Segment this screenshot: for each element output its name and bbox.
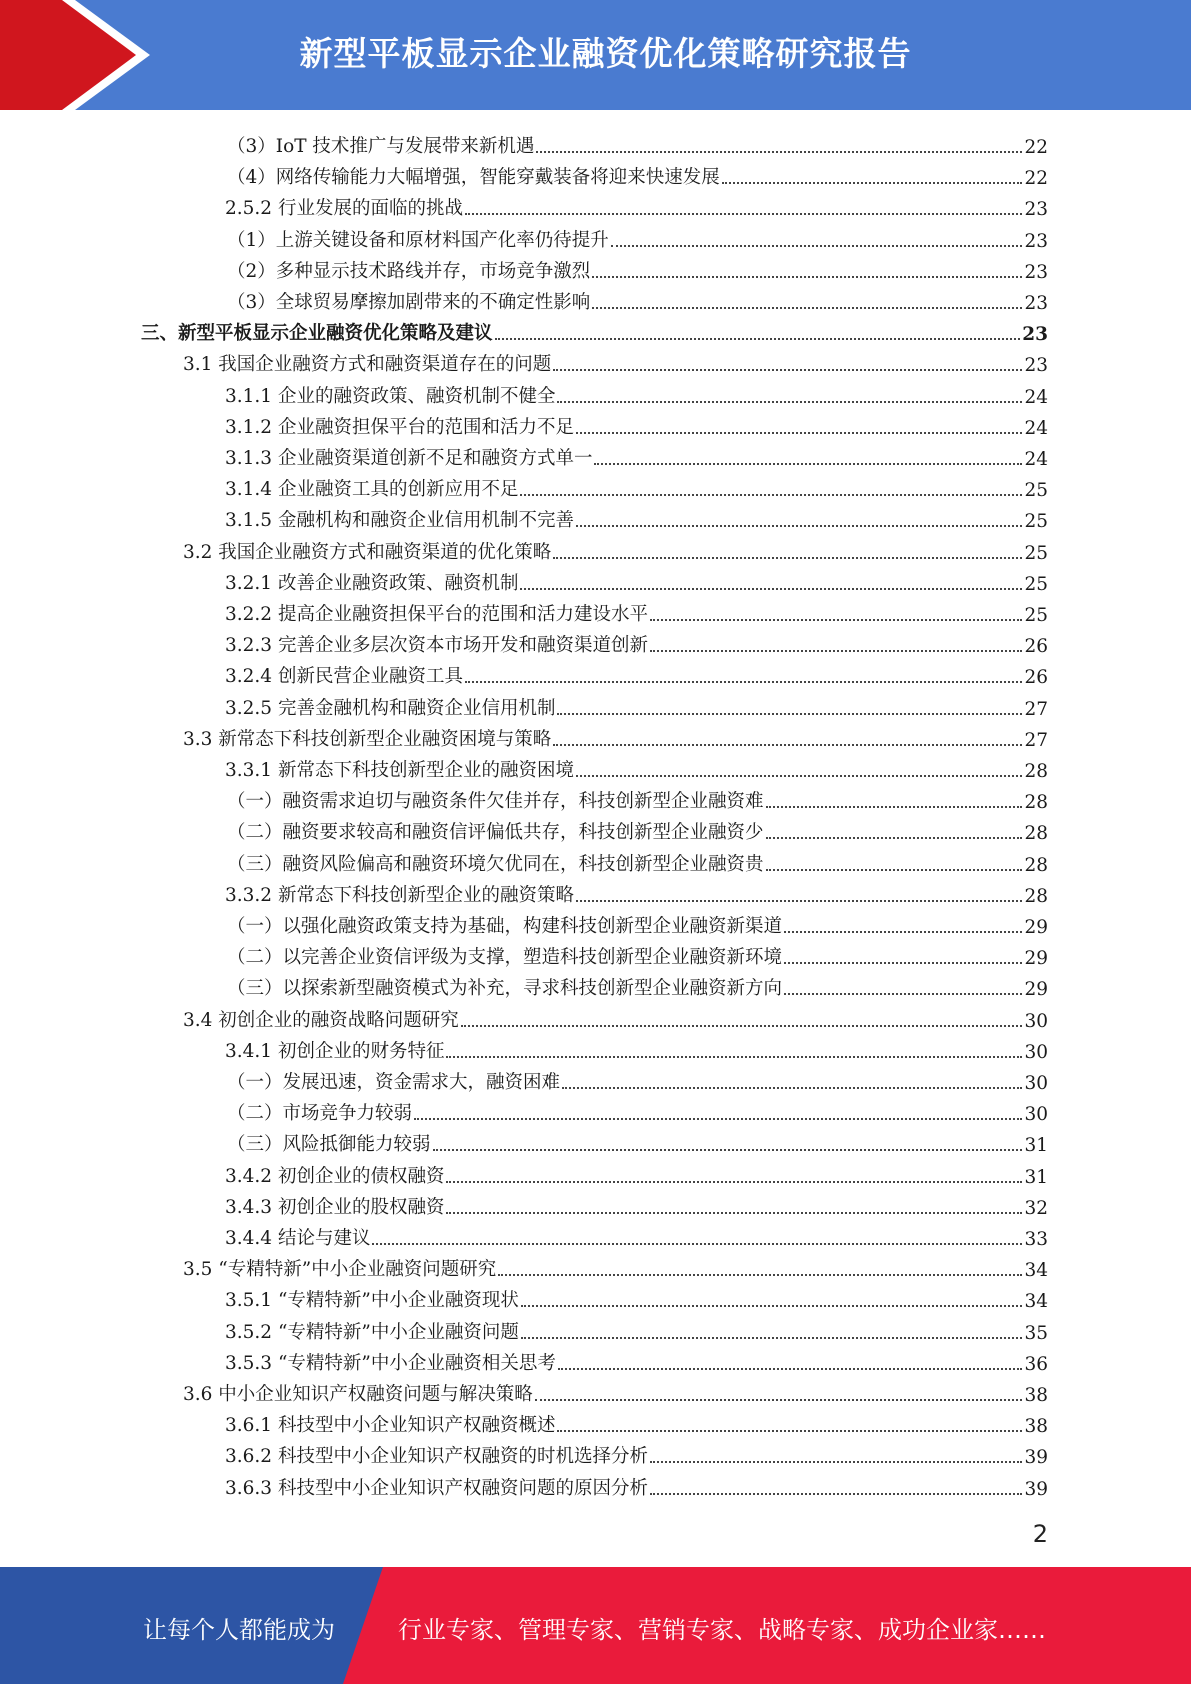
toc-dot-leader — [594, 462, 1022, 465]
toc-entry-page: 30 — [1024, 1104, 1048, 1126]
toc-dot-leader — [650, 649, 1022, 652]
toc-entry-page: 26 — [1024, 667, 1048, 689]
toc-dot-leader — [495, 337, 1021, 340]
toc-entry[interactable] — [227, 252, 1048, 283]
toc-entry-page: 30 — [1024, 1010, 1048, 1032]
toc-entry-page: 24 — [1024, 417, 1048, 439]
toc-entry-page: 23 — [1024, 230, 1048, 252]
toc-dot-leader — [536, 150, 1022, 153]
toc-dot-leader — [557, 400, 1022, 403]
toc-entry[interactable] — [141, 314, 1048, 345]
toc-entry-page: 34 — [1024, 1260, 1048, 1282]
toc-entry[interactable] — [225, 1219, 1048, 1250]
toc-entry-label: （二）融资要求较高和融资信评偏低共存，科技创新型企业融资少 — [227, 822, 764, 844]
toc-entry-label: 3.5.1 “专精特新”中小企业融资现状 — [225, 1290, 519, 1312]
toc-dot-leader — [576, 524, 1022, 527]
toc-entry-label: （一）发展迅速，资金需求大，融资困难 — [227, 1072, 561, 1093]
toc-entry-label: 3.2.4 创新民营企业融资工具 — [225, 666, 463, 688]
toc-entry-label: 3.4.3 初创企业的股权融资 — [225, 1196, 445, 1218]
toc-entry[interactable] — [225, 470, 1048, 501]
toc-dot-leader — [446, 1211, 1022, 1214]
toc-dot-leader — [576, 899, 1022, 902]
toc-entry-label: 3.1.5 金融机构和融资企业信用机制不完善 — [225, 510, 574, 532]
toc-dot-leader — [520, 493, 1022, 496]
toc-entry-page: 29 — [1024, 948, 1048, 970]
toc-dot-leader — [465, 680, 1022, 683]
toc-dot-leader — [784, 930, 1022, 933]
toc-entry[interactable] — [227, 221, 1048, 252]
toc-entry[interactable] — [227, 1063, 1048, 1094]
toc-dot-leader — [592, 306, 1022, 309]
toc-entry-label: 3.4.2 初创企业的债权融资 — [225, 1165, 445, 1187]
toc-entry[interactable] — [227, 907, 1048, 938]
toc-entry[interactable] — [183, 345, 1048, 376]
toc-entry-label: （3）全球贸易摩擦加剧带来的不确定性影响 — [227, 292, 591, 313]
toc-entry[interactable] — [183, 720, 1048, 751]
toc-dot-leader — [433, 1148, 1023, 1151]
toc-entry-page: 32 — [1024, 1197, 1048, 1219]
toc-entry[interactable] — [183, 1250, 1048, 1281]
toc-entry[interactable] — [227, 1094, 1048, 1125]
toc-entry-label: 3.1.4 企业融资工具的创新应用不足 — [225, 479, 519, 501]
toc-entry-page: 22 — [1024, 168, 1048, 190]
toc-dot-leader — [557, 1429, 1022, 1432]
toc-entry-page: 29 — [1024, 979, 1048, 1001]
toc-entry-label: 三、新型平板显示企业融资优化策略及建议 — [141, 323, 493, 345]
footer-slogan-right: 行业专家、管理专家、营销专家、战略专家、成功企业家…… — [398, 1616, 1046, 1644]
toc-entry[interactable] — [227, 283, 1048, 314]
toc-entry[interactable] — [183, 533, 1048, 564]
toc-entry-label: （2）多种显示技术路线并存，市场竞争激烈 — [227, 260, 591, 282]
toc-entry-page: 28 — [1024, 823, 1048, 845]
toc-dot-leader — [576, 774, 1022, 777]
toc-entry-label: 3.4 初创企业的融资战略问题研究 — [183, 1009, 459, 1031]
toc-entry-label: （二）以完善企业资信评级为支撑，塑造科技创新型企业融资新环境 — [227, 947, 783, 969]
toc-entry-label: （1）上游关键设备和原材料国产化率仍待提升 — [227, 229, 609, 251]
toc-entry[interactable] — [225, 689, 1048, 720]
toc-entry-label: 3.5 “专精特新”中小企业融资问题研究 — [183, 1259, 497, 1281]
toc-entry-label: 3.1.2 企业融资担保平台的范围和活力不足 — [225, 416, 574, 438]
toc-entry-page: 35 — [1024, 1322, 1048, 1344]
toc-dot-leader — [520, 587, 1022, 590]
toc-entry[interactable] — [227, 127, 1048, 158]
toc-entry-page: 38 — [1024, 1385, 1048, 1406]
toc-entry[interactable] — [225, 657, 1048, 688]
toc-dot-leader — [558, 1367, 1023, 1370]
toc-entry-page: 28 — [1024, 854, 1048, 876]
toc-entry-page: 39 — [1024, 1447, 1048, 1469]
toc-entry-page: 36 — [1024, 1353, 1048, 1375]
toc-entry-label: 3.2.5 完善金融机构和融资企业信用机制 — [225, 697, 556, 719]
toc-entry[interactable] — [225, 1469, 1048, 1500]
toc-entry-label: （一）融资需求迫切与融资条件欠佳并存，科技创新型企业融资难 — [227, 791, 764, 813]
toc-entry-label: 3.6 中小企业知识产权融资问题与解决策略 — [183, 1384, 533, 1405]
toc-entry-label: 3.5.3 “专精特新”中小企业融资相关思考 — [225, 1352, 556, 1374]
toc-entry-page: 38 — [1024, 1416, 1048, 1438]
toc-dot-leader — [414, 1117, 1022, 1120]
toc-entry-label: 3.5.2 “专精特新”中小企业融资问题 — [225, 1321, 519, 1343]
toc-entry[interactable] — [227, 1125, 1048, 1156]
toc-dot-leader — [766, 868, 1023, 871]
toc-entry-page: 25 — [1024, 511, 1048, 533]
toc-entry[interactable] — [183, 1375, 1048, 1406]
toc-entry[interactable] — [227, 938, 1048, 969]
toc-entry-page: 25 — [1024, 605, 1048, 626]
toc-entry-page: 23 — [1024, 293, 1048, 314]
toc-entry[interactable] — [225, 1344, 1048, 1375]
toc-dot-leader — [576, 431, 1022, 434]
toc-entry-label: （3）IoT 技术推广与发展带来新机遇 — [227, 136, 535, 157]
toc-entry[interactable] — [225, 751, 1048, 782]
toc-dot-leader — [650, 1492, 1022, 1495]
toc-entry[interactable] — [225, 1157, 1048, 1188]
toc-entry-label: 3.1 我国企业融资方式和融资渠道存在的问题 — [183, 354, 552, 376]
toc-entry-label: 3.2 我国企业融资方式和融资渠道的优化策略 — [183, 541, 552, 563]
toc-entry-page: 27 — [1024, 729, 1048, 751]
toc-dot-leader — [784, 992, 1022, 995]
toc-entry-label: 2.5.2 行业发展的面临的挑战 — [225, 198, 463, 220]
toc-dot-leader — [557, 712, 1022, 715]
toc-entry-label: 3.6.3 科技型中小企业知识产权融资问题的原因分析 — [225, 1477, 648, 1499]
toc-dot-leader — [650, 618, 1022, 621]
toc-entry-page: 31 — [1024, 1166, 1048, 1188]
toc-entry[interactable] — [225, 501, 1048, 532]
toc-entry-label: 3.2.2 提高企业融资担保平台的范围和活力建设水平 — [225, 604, 648, 625]
toc-dot-leader — [722, 181, 1023, 184]
toc-dot-leader — [766, 805, 1023, 808]
toc-entry[interactable] — [225, 1313, 1048, 1344]
toc-entry-page: 25 — [1024, 573, 1048, 595]
toc-entry[interactable] — [227, 813, 1048, 844]
toc-entry-page: 27 — [1024, 698, 1048, 720]
toc-dot-leader — [766, 836, 1023, 839]
toc-entry-page: 23 — [1024, 199, 1048, 221]
toc-entry-page: 26 — [1024, 636, 1048, 658]
toc-entry[interactable] — [225, 1032, 1048, 1063]
report-title: 新型平板显示企业融资优化策略研究报告 — [299, 34, 912, 73]
toc-entry-page: 29 — [1024, 917, 1048, 938]
toc-entry-page: 25 — [1024, 542, 1048, 564]
toc-entry-page: 34 — [1024, 1291, 1048, 1313]
toc-entry-label: （4）网络传输能力大幅增强，智能穿戴装备将迎来快速发展 — [227, 167, 720, 189]
toc-dot-leader — [784, 961, 1022, 964]
toc-entry[interactable] — [225, 876, 1048, 907]
toc-entry-page: 24 — [1024, 386, 1048, 408]
toc-entry[interactable] — [225, 189, 1048, 220]
toc-entry[interactable] — [227, 969, 1048, 1000]
toc-entry[interactable] — [183, 1001, 1048, 1032]
toc-dot-leader — [611, 244, 1023, 247]
toc-dot-leader — [553, 743, 1022, 746]
toc-entry[interactable] — [227, 158, 1048, 189]
page-number: 2 — [1032, 1520, 1048, 1548]
toc-entry-page: 23 — [1024, 355, 1048, 377]
toc-dot-leader — [465, 212, 1022, 215]
toc-entry-page: 28 — [1024, 761, 1048, 782]
toc-entry-page: 24 — [1024, 449, 1048, 470]
toc-entry[interactable] — [225, 626, 1048, 657]
toc-dot-leader — [498, 1273, 1022, 1276]
toc-entry-label: 3.1.1 企业的融资政策、融资机制不健全 — [225, 385, 556, 407]
toc-entry[interactable] — [225, 377, 1048, 408]
toc-dot-leader — [461, 1024, 1023, 1027]
toc-entry[interactable] — [225, 564, 1048, 595]
toc-dot-leader — [553, 556, 1022, 559]
toc-entry[interactable] — [227, 845, 1048, 876]
page-footer — [0, 1567, 1191, 1684]
toc-dot-leader — [553, 368, 1022, 371]
toc-dot-leader — [592, 275, 1022, 278]
toc-entry-label: 3.3.1 新常态下科技创新型企业的融资困境 — [225, 760, 574, 781]
toc-entry-label: 3.6.2 科技型中小企业知识产权融资的时机选择分析 — [225, 1446, 648, 1468]
toc-entry-label: 3.2.1 改善企业融资政策、融资机制 — [225, 572, 519, 594]
toc-entry-page: 30 — [1024, 1041, 1048, 1063]
toc-entry-page: 23 — [1022, 324, 1048, 346]
toc-entry-page: 39 — [1024, 1478, 1048, 1500]
toc-entry[interactable] — [225, 1406, 1048, 1437]
toc-entry-page: 22 — [1024, 137, 1048, 158]
toc-entry-label: 3.4.4 结论与建议 — [225, 1228, 371, 1249]
toc-entry-page: 31 — [1024, 1135, 1048, 1157]
toc-entry[interactable] — [225, 1437, 1048, 1468]
toc-entry[interactable] — [227, 782, 1048, 813]
toc-entry-label: （三）融资风险偏高和融资环境欠优同在，科技创新型企业融资贵 — [227, 853, 764, 875]
toc-dot-leader — [562, 1086, 1022, 1089]
toc-entry-page: 33 — [1024, 1229, 1048, 1250]
toc-entry[interactable] — [225, 1188, 1048, 1219]
toc-entry[interactable] — [225, 439, 1048, 470]
toc-dot-leader — [372, 1242, 1022, 1245]
toc-entry-page: 23 — [1024, 261, 1048, 283]
toc-entry-label: 3.3.2 新常态下科技创新型企业的融资策略 — [225, 884, 574, 906]
toc-dot-leader — [650, 1460, 1022, 1463]
toc-entry[interactable] — [225, 408, 1048, 439]
toc-dot-leader — [446, 1180, 1022, 1183]
footer-slogan-left: 让每个人都能成为 — [143, 1616, 335, 1644]
toc-dot-leader — [521, 1304, 1023, 1307]
toc-entry-label: 3.3 新常态下科技创新型企业融资困境与策略 — [183, 728, 552, 750]
toc-entry-page: 28 — [1024, 792, 1048, 814]
toc-entry-label: 3.4.1 初创企业的财务特征 — [225, 1040, 445, 1062]
toc-entry-label: （三）以探索新型融资模式为补充，寻求科技创新型企业融资新方向 — [227, 978, 783, 1000]
toc-entry-label: （三）风险抵御能力较弱 — [227, 1134, 431, 1156]
toc-dot-leader — [521, 1336, 1023, 1339]
toc-entry-label: 3.1.3 企业融资渠道创新不足和融资方式单一 — [225, 448, 593, 469]
toc-entry-label: 3.2.3 完善企业多层次资本市场开发和融资渠道创新 — [225, 635, 648, 657]
toc-entry-page: 25 — [1024, 480, 1048, 502]
toc-entry[interactable] — [225, 1281, 1048, 1312]
toc-entry-label: （二）市场竞争力较弱 — [227, 1103, 413, 1125]
page-header — [0, 0, 1191, 110]
toc-dot-leader — [535, 1398, 1023, 1401]
toc-dot-leader — [446, 1055, 1022, 1058]
toc-entry-label: 3.6.1 科技型中小企业知识产权融资概述 — [225, 1415, 556, 1437]
toc-entry-page: 28 — [1024, 885, 1048, 907]
toc-entry-page: 30 — [1024, 1073, 1048, 1094]
toc-entry[interactable] — [225, 595, 1048, 626]
toc-entry-label: （一）以强化融资政策支持为基础，构建科技创新型企业融资新渠道 — [227, 916, 783, 937]
